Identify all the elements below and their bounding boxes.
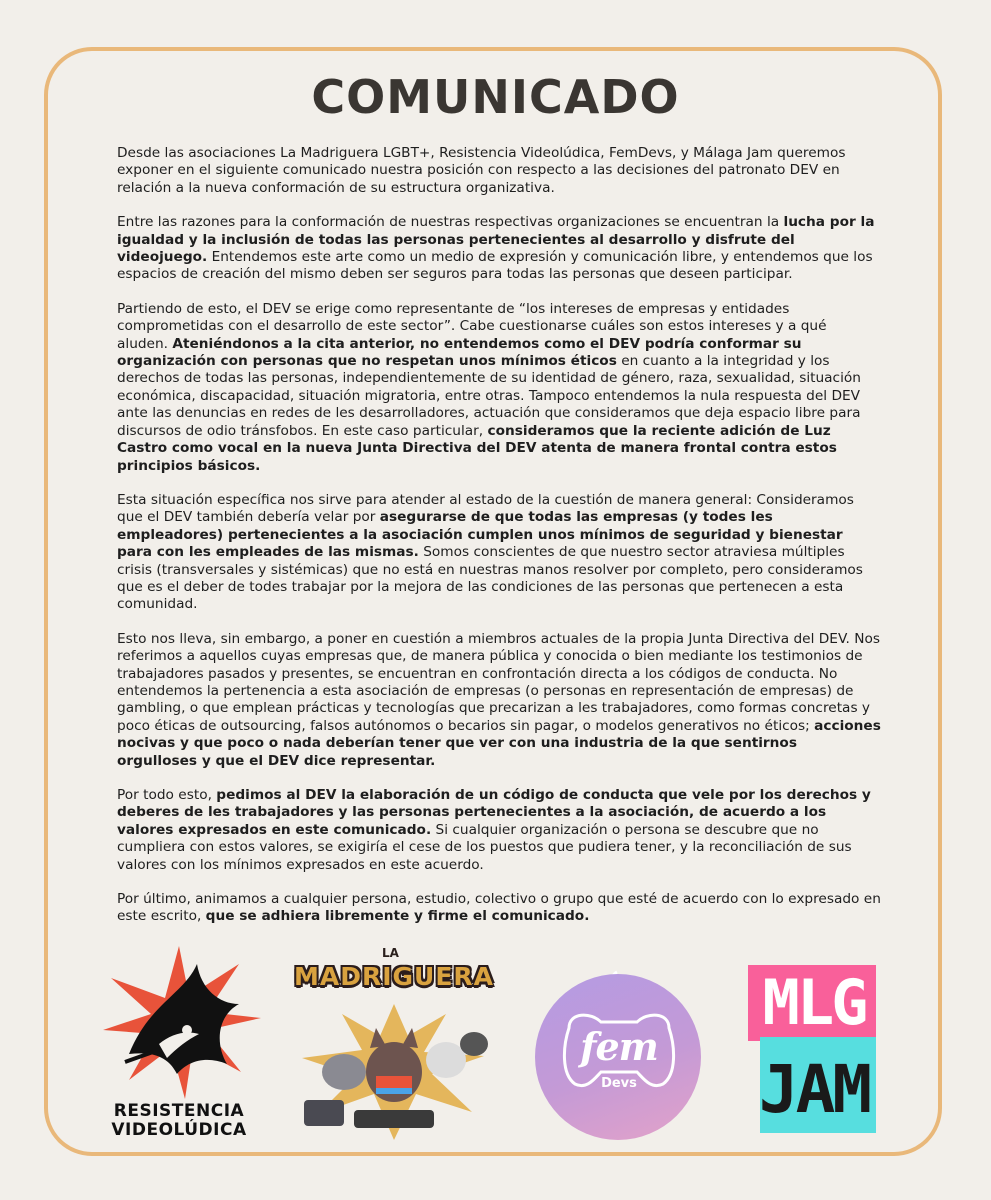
paragraph	[117, 891, 881, 926]
mlg-jam-logo	[746, 965, 882, 1140]
text-run: Somos conscientes de que nuestro sector atraviesa múltiples crisis (transversales y sistémicas) que no está en nuestras manos resolver por completo, pero consideramos que es el deber de todes trabajar por la mejora de las condiciones de las personas que pertenecen a esta comunidad.	[117, 544, 863, 613]
jam-text: JAM	[758, 1051, 870, 1128]
bold-text: asegurarse de que todas las empresas (y todes les empleadores) pertenecientes a la asociación cumplen unos mínimos de seguridad y bienestar para con les empleades de las mismas.	[117, 509, 843, 561]
text-run: Entre las razones para la conformación de nuestras respectivas organizaciones se encuentran la	[117, 214, 784, 231]
bold-text: acciones nocivas y que poco o nada deberían tener que ver con una industria de la que sentirnos orgulloses y que el DEV dice representar.	[117, 717, 881, 769]
bold-text: Ateniéndonos a la cita anterior, no entendemos como el DEV podría conformar su organización con personas que no respetan unos mínimos éticos	[117, 335, 802, 370]
bold-text: que se adhiera libremente y firme el comunicado.	[205, 908, 590, 925]
resistencia-videoludica-logo	[89, 934, 269, 1146]
text-run: Si cualquier organización o persona se descubre que no cumpliera con estos valores, se exigiría el cese de los puestos que pudiera tener, y la reconciliación de sus valores con los mínimos expresados en este acuerdo.	[117, 821, 852, 873]
page-title: COMUNICADO	[311, 70, 680, 124]
text-run: Esto nos lleva, sin embargo, a poner en cuestión a miembros actuales de la propia Junta Directiva del DEV. Nos referimos a aquellos cuyas empresas que, de manera pública y conocida o bien mediante los testimonios de trabajadores pasados y presentes, se encuentran en confrontación directa a los códigos de conducta. No entendemos la pertenencia a esta asociación de empresas (o personas en representación de empresas) de gambling, o que emplean prácticas y tecnologías que precarizan a les trabajadores, como formas concretas y poco éticas de outsourcing, falsos autónomos o becarios sin pagar, o modelos generativos no éticos;	[117, 630, 880, 734]
text-run: Por último, animamos a cualquier persona, estudio, colectivo o grupo que esté de acuerdo con lo expresado en este escrito,	[117, 891, 881, 925]
bold-text: pedimos al DEV la elaboración de un código de conducta que vele por los derechos y deberes de les trabajadores y las personas pertenecientes a la asociación, de acuerdo a los valores expresados en este comunicado.	[117, 787, 871, 838]
femdevs-fem: fem	[580, 1024, 658, 1069]
madriguera-title: MADRIGUERA	[293, 962, 495, 991]
text-run: Por todo esto,	[117, 787, 217, 803]
communique-body	[117, 145, 881, 943]
resistencia-label	[89, 1102, 269, 1140]
paragraph	[117, 631, 881, 770]
text-run: en cuanto a la integridad y los derechos de todas las personas, independientemente de su identidad de género, raza, sexualidad, situación económica, discapacidad, situación migratoria, entre otras. Tampoco entendemos la nula respuesta del DEV ante las denuncias en redes de les desarrolladores, actuación que consideramos que deja espacio libre para discursos de odio tránsfobos. En este caso particular,	[117, 353, 861, 439]
paragraph	[117, 301, 881, 475]
creature-star-icon	[89, 934, 269, 1104]
text-run: Desde las asociaciones La Madriguera LGBT+, Resistencia Videolúdica, FemDevs, y Málaga Jam queremos exponer en el siguiente comunicado nuestra posición con respecto a las decisiones del patronato DEV en relación a la nueva conformación de su estructura organizativa.	[117, 145, 846, 196]
bold-text: lucha por la igualdad y la inclusión de todas las personas pertenecientes al desarrollo y disfrute del videojuego.	[117, 214, 875, 266]
la-madriguera-logo	[284, 944, 504, 1144]
resistencia-line2: VIDEOLÚDICA	[111, 1120, 247, 1140]
mlg-text: MLG	[762, 966, 866, 1039]
paragraph	[117, 787, 881, 874]
bold-text: consideramos que la reciente adición de Luz Castro como vocal en la nueva Junta Directiva del DEV atenta de manera frontal contra estos principios básicos.	[117, 422, 837, 474]
paragraph	[117, 492, 881, 614]
text-run: Partiendo de esto, el DEV se erige como representante de “los intereses de empresas y entidades comprometidas con el desarrollo de este sector”. Cabe cuestionarse cuáles son estos intereses y a qué aluden.	[117, 300, 827, 352]
resistencia-line1: RESISTENCIA	[113, 1101, 245, 1121]
text-run: Entendemos este arte como un medio de expresión y comunicación libre, y entendemos que los espacios de creación del mismo deben ser seguros para todas las personas que deseen participar.	[117, 249, 873, 283]
femdevs-logo	[531, 968, 707, 1144]
madriguera-la: LA	[382, 946, 399, 960]
femdevs-devs: Devs	[601, 1076, 637, 1091]
text-run: Esta situación específica nos sirve para atender al estado de la cuestión de manera general: Consideramos que el DEV también debería velar por	[117, 491, 854, 526]
paragraph	[117, 214, 881, 284]
paragraph	[117, 145, 881, 197]
